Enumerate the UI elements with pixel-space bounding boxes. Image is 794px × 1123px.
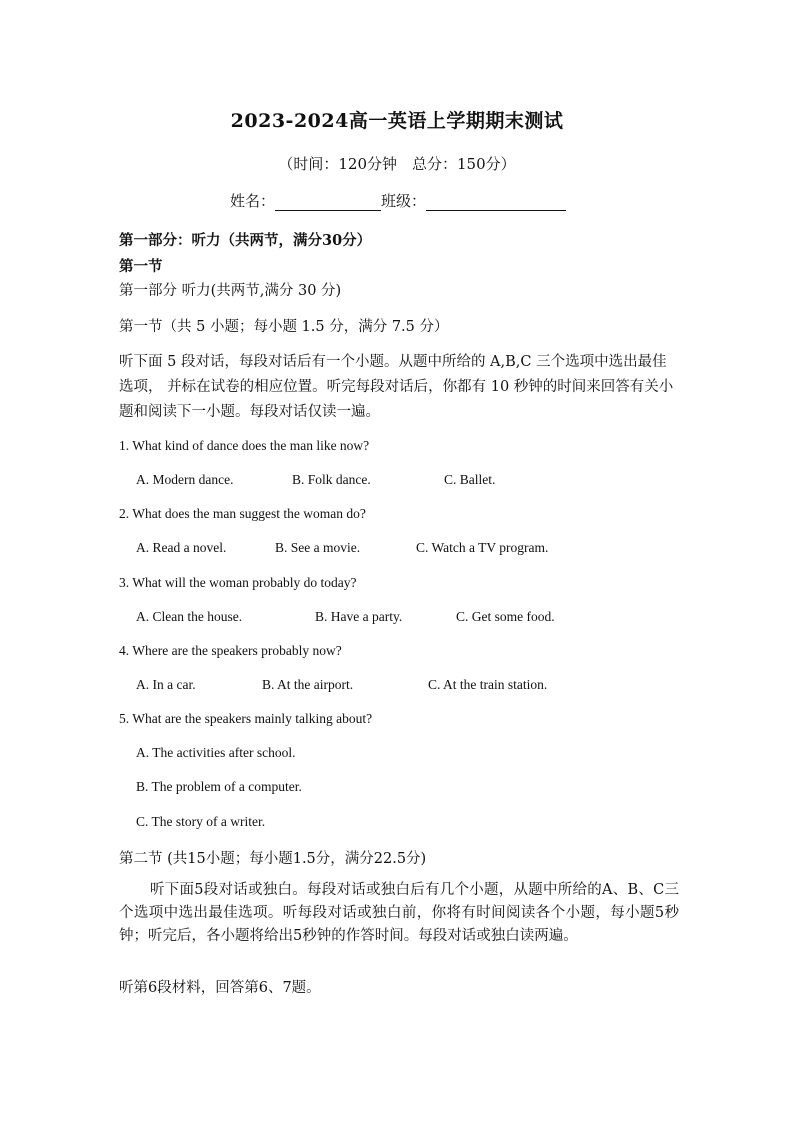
question-4: 4. Where are the speakers probably now? bbox=[119, 643, 342, 658]
name-class-row bbox=[230, 190, 566, 211]
section1-instructions: 听下面 5 段对话，每段对话后有一个小题。从题中所给的 A,B,C 三个选项中选出最佳选项， 并标在试卷的相应位置。听完每段对话后，你都有 10 秒钟的时间来回答有关小题和阅读下一小题。每段对话仅读一遍。 bbox=[119, 354, 674, 420]
q3-option-a: A. Clean the house. bbox=[136, 609, 243, 624]
q2-option-c: C. Watch a TV program. bbox=[416, 540, 549, 555]
question-1: 1. What kind of dance does the man like now? bbox=[119, 438, 370, 453]
question-2: 2. What does the man suggest the woman do? bbox=[119, 506, 366, 521]
part1-heading: 第一部分：听力（共两节，满分30分） bbox=[119, 232, 372, 249]
q4-option-b: B. At the airport. bbox=[262, 677, 354, 692]
name-blank[interactable] bbox=[275, 192, 381, 211]
q3-option-b: B. Have a party. bbox=[315, 609, 403, 624]
question-3: 3. What will the woman probably do today? bbox=[119, 575, 357, 590]
section2-next-line: 听第6段材料，回答第6、7题。 bbox=[119, 980, 321, 996]
q1-option-a: A. Modern dance. bbox=[136, 472, 234, 487]
class-blank[interactable] bbox=[426, 192, 566, 211]
q5-option-a: A. The activities after school. bbox=[136, 745, 296, 760]
q1-option-c: C. Ballet. bbox=[444, 472, 496, 487]
q5-option-c: C. The story of a writer. bbox=[136, 814, 266, 829]
q2-option-b: B. See a movie. bbox=[275, 540, 361, 555]
section2-instructions: 听下面5段对话或独白。每段对话或独白后有几个小题，从题中所给的A、B、C三个选项中选出最佳选项。听每段对话或独白前，你将有时间阅读各个小题，每小题5秒钟；听完后，各小题将给出5秒钟的作答时间。每段对话或独白读两遍。 bbox=[119, 882, 679, 944]
class-label: 班级： bbox=[381, 192, 427, 210]
name-label: 姓名： bbox=[230, 192, 276, 210]
q3-option-c: C. Get some food. bbox=[456, 609, 555, 624]
q2-option-a: A. Read a novel. bbox=[136, 540, 227, 555]
part1-line: 第一部分 听力(共两节,满分 30 分) bbox=[119, 283, 342, 299]
q1-option-b: B. Folk dance. bbox=[292, 472, 371, 487]
exam-time-info: （时间：120分钟 总分：150分） bbox=[278, 155, 516, 173]
q5-option-b: B. The problem of a computer. bbox=[136, 779, 302, 794]
q4-option-c: C. At the train station. bbox=[428, 677, 548, 692]
section1-heading: 第一节 bbox=[119, 258, 163, 275]
q4-option-a: A. In a car. bbox=[136, 677, 196, 692]
exam-title: 2023-2024高一英语上学期期末测试 bbox=[230, 110, 564, 132]
section1-line: 第一节（共 5 小题；每小题 1.5 分，满分 7.5 分） bbox=[119, 319, 449, 335]
section2-heading: 第二节 (共15小题；每小题1.5分，满分22.5分) bbox=[119, 851, 427, 867]
question-5: 5. What are the speakers mainly talking about? bbox=[119, 711, 373, 726]
